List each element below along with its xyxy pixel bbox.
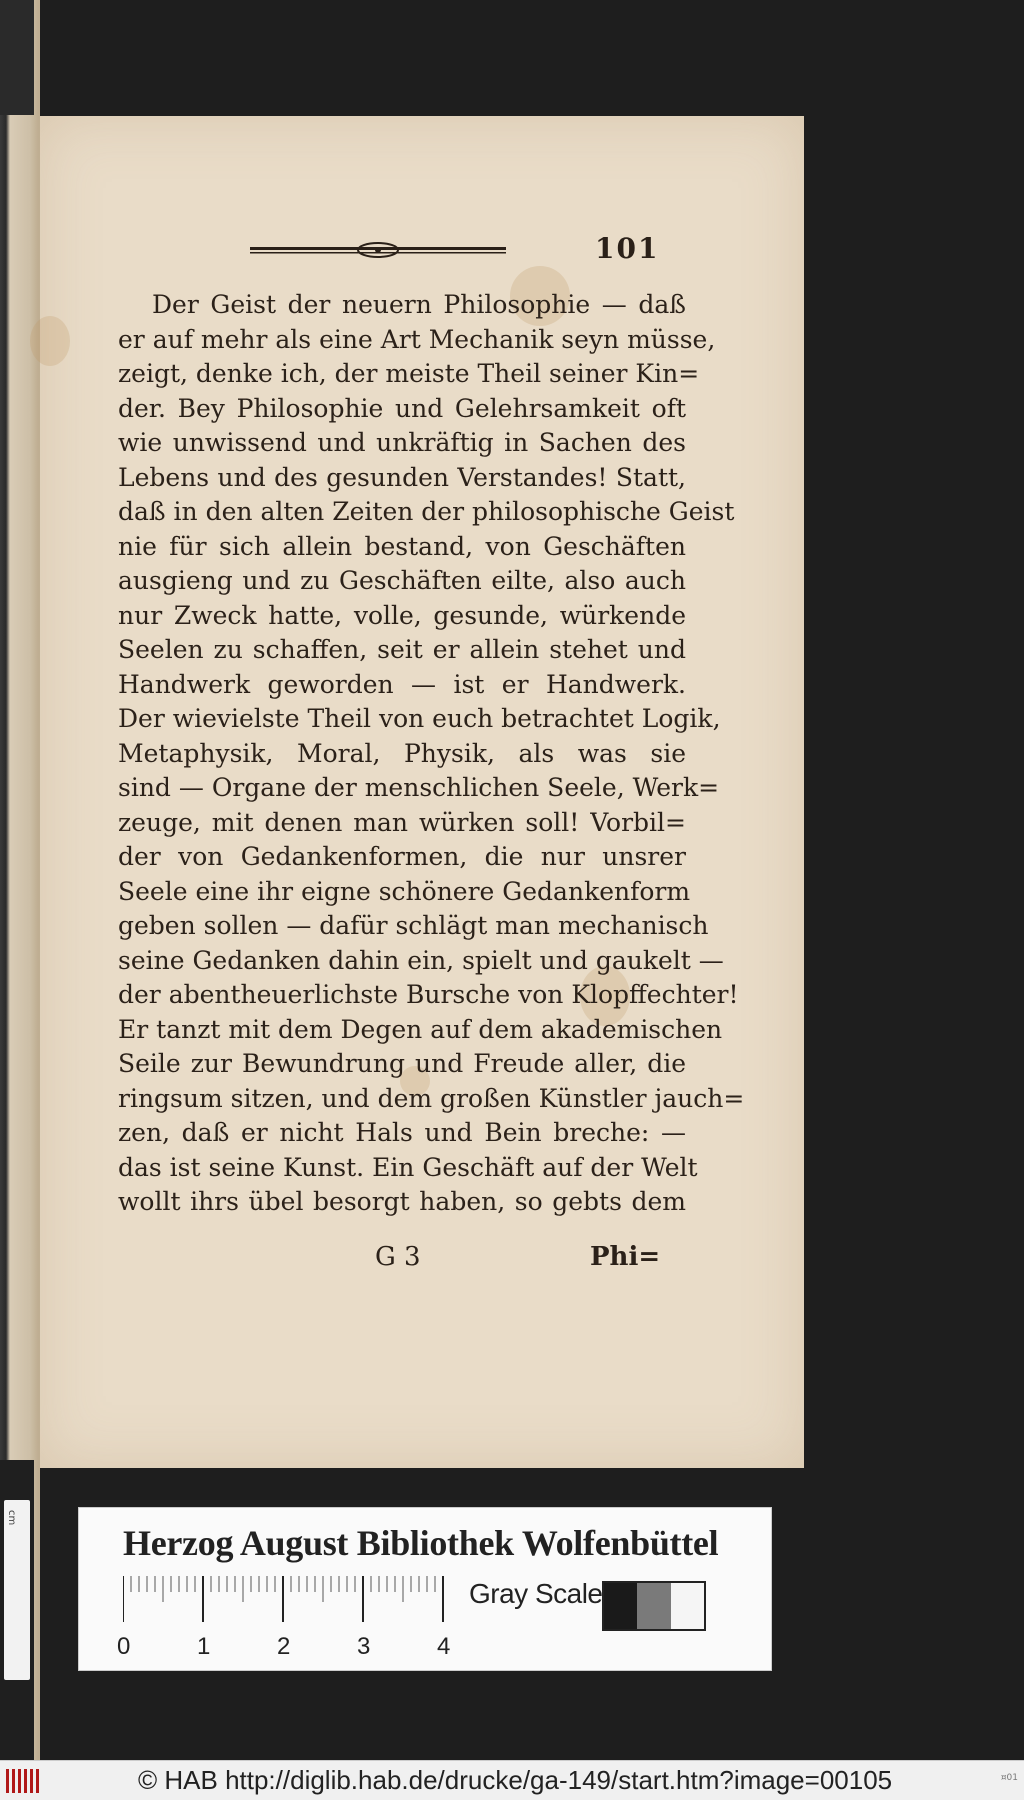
page-number: 101 (595, 232, 660, 265)
left-page-edge (0, 0, 40, 1760)
text-line: Handwerk geworden — ist er Handwerk. (118, 669, 686, 699)
text-line: Metaphysik, Moral, Physik, als was sie (118, 738, 686, 768)
library-title: Herzog August Bibliothek Wolfenbüttel (123, 1523, 719, 1563)
ruler-label: 0 (117, 1633, 131, 1660)
text-line: daß in den alten Zeiten der philosophische Geist (118, 497, 735, 526)
side-color-card (4, 1500, 30, 1680)
color-target-card (78, 1507, 772, 1671)
signature-mark: G 3 (375, 1242, 421, 1272)
ruler-label: 1 (197, 1633, 211, 1660)
text-line: wie unwissend und unkräftig in Sachen des (118, 428, 686, 457)
text-line: zeigt, denke ich, der meiste Theil seiner Kin= (118, 359, 700, 388)
text-line: Der wievielste Theil von euch betrachtet Logik, (118, 704, 721, 733)
book-page (40, 116, 804, 1468)
text-line: Er tanzt mit dem Degen auf dem akademischen (118, 1014, 723, 1044)
text-line: Seile zur Bewundrung und Freude aller, die (118, 1049, 686, 1078)
text-line: der. Bey Philosophie und Gelehrsamkeit oft (118, 393, 686, 423)
text-line: zen, daß er nicht Hals und Bein breche: — (118, 1118, 686, 1147)
gray-swatch-light (671, 1583, 704, 1629)
gray-scale-swatches (602, 1581, 706, 1631)
text-line: Seelen zu schaffen, seit er allein stehet und (118, 635, 686, 664)
text-line: nie für sich allein bestand, von Geschäften (118, 531, 686, 561)
text-line: seine Gedanken dahin ein, spielt und gaukelt — (118, 945, 724, 975)
catchword: Phi= (590, 1242, 661, 1272)
side-card-text: cm (6, 1510, 17, 1526)
hab-logo-icon (6, 1769, 42, 1793)
footer-small-text: ¤01 (1000, 1773, 1018, 1783)
footer-url-text: © HAB http://diglib.hab.de/drucke/ga-149/start.htm?image=00105 (138, 1765, 893, 1795)
text-line: zeuge, mit denen man würken soll! Vorbil= (118, 807, 686, 837)
text-line: der abentheuerlichste Bursche von Klopffechter! (118, 980, 739, 1009)
ruler-labels (117, 1633, 457, 1659)
text-line: sind — Organe der menschlichen Seele, Werk= (118, 773, 720, 802)
text-line: nur Zweck hatte, volle, gesunde, würkende (118, 600, 686, 630)
text-line: das ist seine Kunst. Ein Geschäft auf der Welt (118, 1152, 698, 1182)
text-line: geben sollen — dafür schlägt man mechanisch (118, 911, 709, 940)
text-line: ringsum sitzen, und dem großen Künstler jauch= (118, 1083, 745, 1113)
scale-ruler (123, 1576, 453, 1624)
text-line: der von Gedankenformen, die nur unsrer (118, 842, 686, 871)
ruler-label: 3 (357, 1633, 371, 1660)
footer-bar (0, 1760, 1024, 1800)
text-line: ausgieng und zu Geschäften eilte, also auch (118, 566, 686, 595)
body-text (118, 288, 745, 1220)
ruler-label: 4 (437, 1633, 451, 1660)
gray-swatch-mid (637, 1583, 670, 1629)
text-line: er auf mehr als eine Art Mechanik seyn müsse, (118, 324, 716, 354)
text-line: Seele eine ihr eigne schönere Gedankenform (118, 876, 691, 906)
ornamental-rule (250, 242, 506, 258)
ruler-label: 2 (277, 1633, 291, 1660)
text-line: Lebens und des gesunden Verstandes! Statt, (118, 462, 686, 492)
gray-scale-label: Gray Scale (469, 1578, 603, 1609)
text-line: wollt ihrs übel besorgt haben, so gebts dem (118, 1187, 686, 1216)
text-line: Der Geist der neuern Philosophie — daß (152, 290, 686, 319)
spine-shadow (0, 0, 34, 115)
gray-swatch-dark (604, 1583, 637, 1629)
